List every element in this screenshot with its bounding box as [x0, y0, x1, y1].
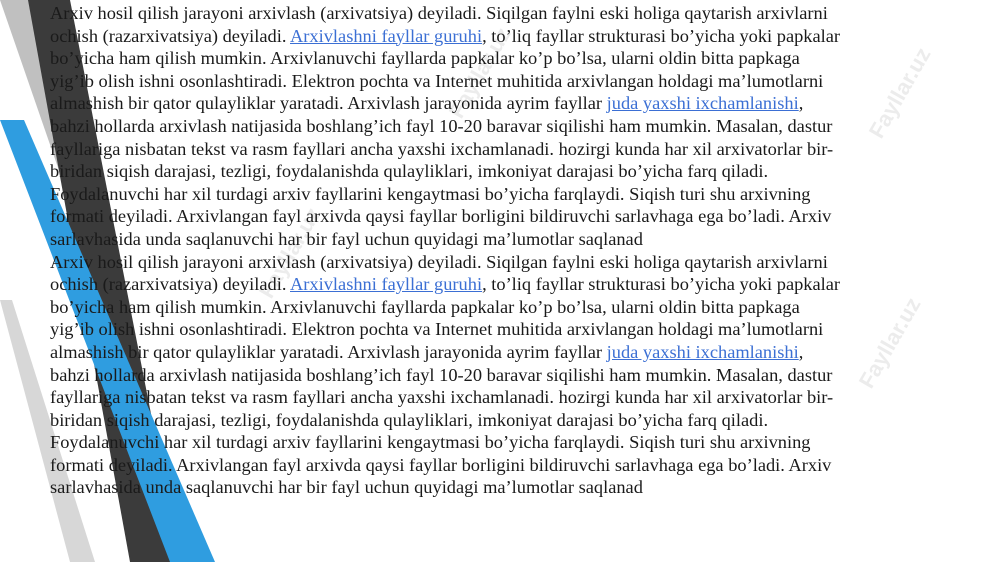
paragraph-1 — [50, 2, 950, 251]
watermark: Fayllar.uz — [853, 293, 926, 393]
text-segment: biridan siqish darajasi, tezligi, foydalanishda qulayliklari, imkoniyat darajasi bo’yicha farq qiladi. — [50, 409, 769, 430]
hyperlink[interactable]: Arxivlashni fayllar guruhi — [290, 25, 483, 46]
text-segment: formati deyiladi. Arxivlangan fayl arxivda qaysi fayllar borligini bildiruvchi sarlavhaga ega bo’ladi. Arxiv — [50, 206, 832, 227]
text-line — [50, 386, 950, 409]
text-line — [50, 409, 950, 432]
text-line — [50, 251, 950, 274]
text-segment: bahzi hollarda arxivlash natijasida boshlang’ich fayl 10-20 baravar siqilishi ham mumkin. Masalan, dastur — [50, 115, 833, 136]
text-segment: Arxiv hosil qilish jarayoni arxivlash (arxivatsiya) deyiladi. Siqilgan faylni eski holiga qaytarish arxivlarni — [50, 251, 828, 272]
slide-content — [50, 2, 950, 499]
text-line — [50, 364, 950, 387]
text-line — [50, 160, 950, 183]
text-line — [50, 183, 950, 206]
text-segment: , — [798, 93, 804, 114]
text-segment: , to’liq fayllar strukturasi bo’yicha yoki papkalar — [482, 274, 841, 295]
text-segment: ochish (razarxivatsiya) deyiladi. — [50, 25, 291, 46]
text-line — [50, 341, 950, 364]
watermark: Fayllar.uz — [253, 203, 326, 303]
text-segment: yig’ib olish ishni osonlashtiradi. Elektron pochta va Internet muhitida arxivlangan holdagi ma’lumotlarni — [50, 70, 824, 91]
text-line — [50, 228, 950, 251]
text-line — [50, 454, 950, 477]
text-line — [50, 296, 950, 319]
text-segment: bo’yicha ham qilish mumkin. Arxivlanuvchi fayllarda papkalar ko’p bo’lsa, ularni oldin bitta papkaga — [50, 48, 800, 69]
text-segment: fayllariga nisbatan tekst va rasm fayllari ancha yaxshi ixchamlanadi. hozirgi kunda har xil arxivatorlar bir- — [50, 138, 834, 159]
text-segment: , — [798, 341, 804, 362]
text-line — [50, 138, 950, 161]
text-segment: sarlavhasida unda saqlanuvchi har bir fayl uchun quyidagi ma’lumotlar saqlanad — [50, 228, 643, 249]
text-line — [50, 25, 950, 48]
text-line — [50, 273, 950, 296]
watermark: Fayllar.uz — [443, 23, 516, 123]
text-line — [50, 476, 950, 499]
text-line — [50, 92, 950, 115]
text-segment: , to’liq fayllar strukturasi bo’yicha yoki papkalar — [482, 25, 841, 46]
text-line — [50, 205, 950, 228]
hyperlink[interactable]: juda yaxshi ixchamlanishi — [606, 341, 799, 362]
text-segment: formati deyiladi. Arxivlangan fayl arxivda qaysi fayllar borligini bildiruvchi sarlavhaga ega bo’ladi. Arxiv — [50, 454, 832, 475]
text-segment: almashish bir qator qulayliklar yaratadi. Arxivlash jarayonida ayrim fayllar — [50, 93, 607, 114]
text-segment: sarlavhasida unda saqlanuvchi har bir fayl uchun quyidagi ma’lumotlar saqlanad — [50, 477, 643, 498]
text-line — [50, 47, 950, 70]
text-segment: Arxiv hosil qilish jarayoni arxivlash (arxivatsiya) deyiladi. Siqilgan faylni eski holiga qaytarish arxivlarni — [50, 3, 828, 23]
text-segment: ochish (razarxivatsiya) deyiladi. — [50, 274, 291, 295]
text-line — [50, 318, 950, 341]
text-segment: almashish bir qator qulayliklar yaratadi. Arxivlash jarayonida ayrim fayllar — [50, 341, 607, 362]
text-segment: fayllariga nisbatan tekst va rasm fayllari ancha yaxshi ixchamlanadi. hozirgi kunda har xil arxivatorlar bir- — [50, 387, 834, 408]
text-segment: Foydalanuvchi har xil turdagi arxiv fayllarini kengaytmasi bo’yicha farqlaydi. Siqish turi shu arxivning — [50, 183, 811, 204]
text-line — [50, 431, 950, 454]
paragraph-2 — [50, 251, 950, 500]
text-line — [50, 2, 950, 25]
text-line — [50, 70, 950, 93]
watermark: Fayllar.uz — [863, 43, 936, 143]
text-segment: bo’yicha ham qilish mumkin. Arxivlanuvchi fayllarda papkalar ko’p bo’lsa, ularni oldin bitta papkaga — [50, 296, 800, 317]
text-line — [50, 115, 950, 138]
hyperlink[interactable]: juda yaxshi ixchamlanishi — [606, 93, 799, 114]
hyperlink[interactable]: Arxivlashni fayllar guruhi — [290, 274, 483, 295]
text-segment: biridan siqish darajasi, tezligi, foydalanishda qulayliklari, imkoniyat darajasi bo’yicha farq qiladi. — [50, 161, 769, 182]
text-segment: Foydalanuvchi har xil turdagi arxiv fayllarini kengaytmasi bo’yicha farqlaydi. Siqish turi shu arxivning — [50, 432, 811, 453]
text-segment: bahzi hollarda arxivlash natijasida boshlang’ich fayl 10-20 baravar siqilishi ham mumkin. Masalan, dastur — [50, 364, 833, 385]
text-segment: yig’ib olish ishni osonlashtiradi. Elektron pochta va Internet muhitida arxivlangan holdagi ma’lumotlarni — [50, 319, 824, 340]
